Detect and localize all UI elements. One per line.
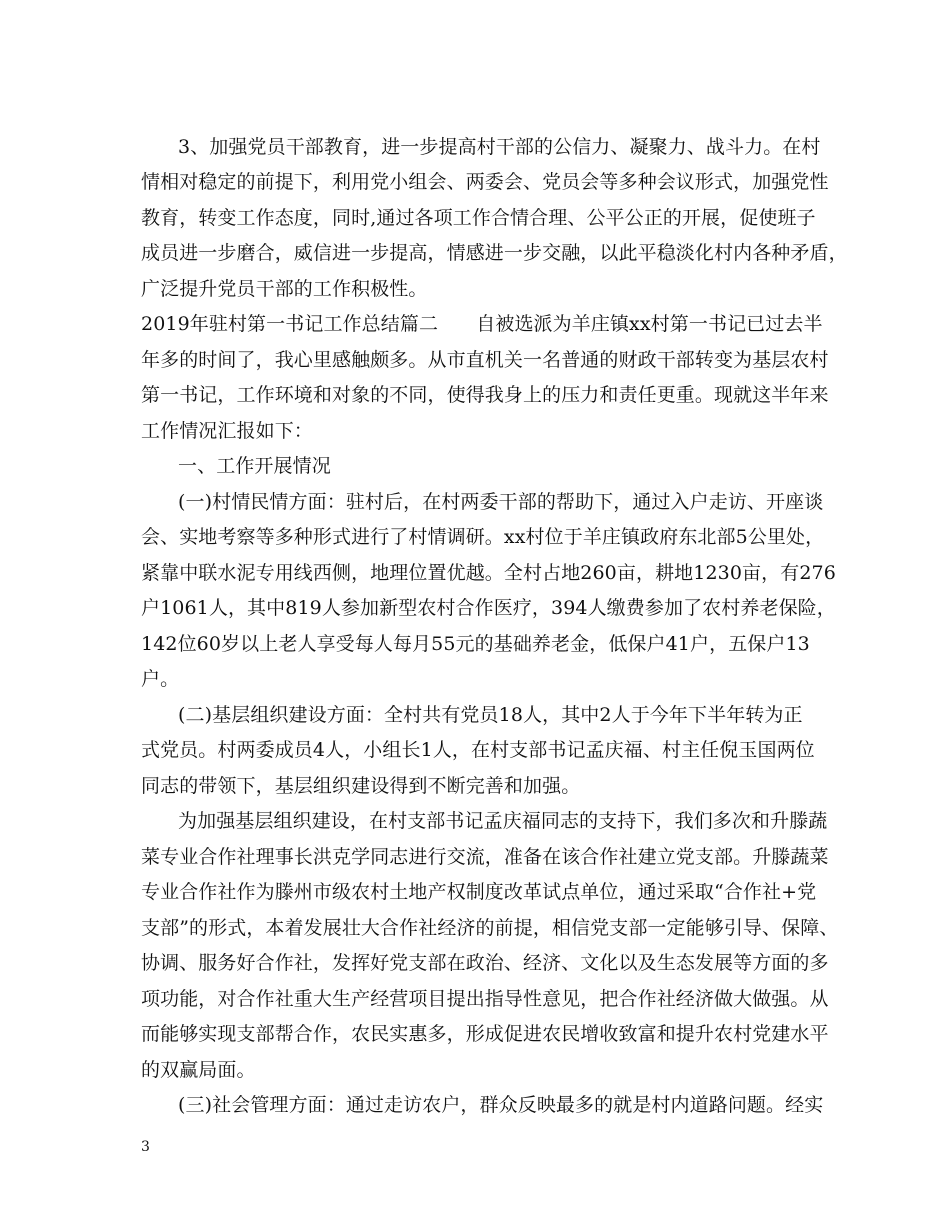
text-line: 的双赢局面。	[141, 1059, 256, 1081]
text-line: 教育，转变工作态度，同时,通过各项工作合情合理、公平公正的开展，促使班子	[141, 207, 816, 229]
text-line: 2019年驻村第一书记工作总结篇二 自被选派为羊庄镇xx村第一书记已过去半	[141, 313, 823, 335]
text-line: 协调、服务好合作社，发挥好党支部在政治、经济、文化以及生态发展等方面的多	[141, 952, 829, 974]
text-line: 广泛提升党员干部的工作积极性。	[141, 278, 428, 300]
text-line: 专业合作社作为滕州市级农村土地产权制度改革试点单位，通过采取“合作社+党	[141, 881, 817, 903]
text-line: 一、工作开展情况	[178, 455, 331, 477]
text-line: 支部”的形式，本着发展壮大合作社经济的前提，相信党支部一定能够引导、保障、	[141, 917, 839, 939]
text-line: 而能够实现支部帮合作，农民实惠多，形成促进农民增收致富和提升农村党建水平	[141, 1023, 829, 1045]
text-line: 情相对稳定的前提下，利用党小组会、两委会、党员会等多种会议形式，加强党性	[141, 171, 829, 193]
text-line: 3、加强党员干部教育，进一步提高村干部的公信力、凝聚力、战斗力。在村	[178, 136, 821, 158]
text-line: 年多的时间了，我心里感触颇多。从市直机关一名普通的财政干部转变为基层农村	[141, 349, 829, 371]
text-line: 紧靠中联水泥专用线西侧，地理位置优越。全村占地260亩，耕地1230亩，有276	[141, 562, 836, 584]
text-line: 同志的带领下，基层组织建设得到不断完善和加强。	[141, 775, 581, 797]
text-line: 会、实地考察等多种形式进行了村情调研。xx村位于羊庄镇政府东北部5公里处，	[141, 526, 825, 548]
text-line: (一)村情民情方面：驻村后，在村两委干部的帮助下，通过入户走访、开座谈	[178, 491, 824, 513]
text-line: 菜专业合作社理事长洪克学同志进行交流，准备在该合作社建立党支部。升滕蔬菜	[141, 846, 829, 868]
text-line: (二)基层组织建设方面：全村共有党员18人，其中2人于今年下半年转为正	[178, 704, 803, 726]
text-line: 工作情况汇报如下：	[141, 420, 313, 442]
text-line: 式党员。村两委成员4人，小组长1人，在村支部书记孟庆福、村主任倪玉国两位	[141, 739, 815, 761]
text-line: 户1061人，其中819人参加新型农村合作医疗，394人缴费参加了农村养老保险，	[141, 597, 836, 619]
text-line: 成员进一步磨合，威信进一步提高，情感进一步交融，以此平稳淡化村内各种矛盾，	[141, 242, 848, 264]
text-line: 第一书记，工作环境和对象的不同，使得我身上的压力和责任更重。现就这半年来	[141, 384, 829, 406]
text-line: 142位60岁以上老人享受每人每月55元的基础养老金，低保户41户，五保户13	[141, 633, 810, 655]
text-line: 户。	[141, 668, 180, 690]
text-line: (三)社会管理方面：通过走访农户，群众反映最多的就是村内道路问题。经实	[178, 1094, 824, 1116]
page-number: 3	[141, 1139, 150, 1155]
text-line: 项功能，对合作社重大生产经营项目提出指导性意见，把合作社经济做大做强。从	[141, 988, 829, 1010]
text-line: 为加强基层组织建设，在村支部书记孟庆福同志的支持下，我们多次和升滕蔬	[178, 810, 828, 832]
